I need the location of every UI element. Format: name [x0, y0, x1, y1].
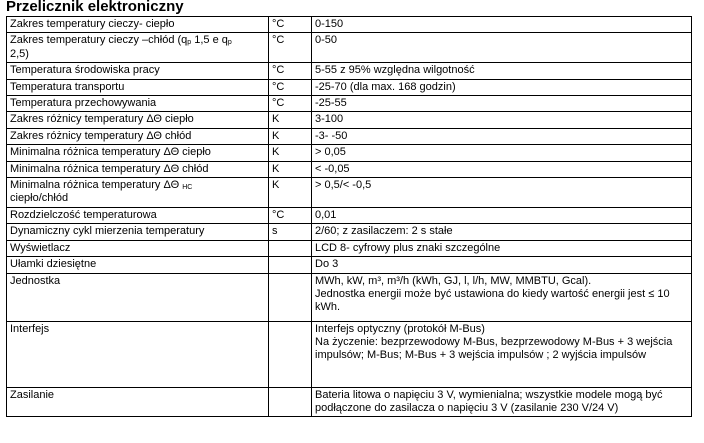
- value-cell: [312, 321, 692, 387]
- value-cell: > 0,5/< -0,5: [312, 178, 692, 208]
- table-row: [7, 273, 692, 321]
- table-row: [7, 207, 692, 223]
- param-cell: Minimalna różnica temperatury ΔΘ ciepło: [7, 145, 269, 161]
- param-text: 2,5): [10, 47, 29, 60]
- value-cell: 5-55 z 95% względna wilgotność: [312, 63, 692, 79]
- unit-cell: K: [269, 178, 312, 208]
- unit-cell: [269, 240, 312, 256]
- param-cell: Rozdzielczość temperaturowa: [7, 207, 269, 223]
- table-row: [7, 145, 692, 161]
- table-row: [7, 33, 692, 63]
- value-cell: 0-50: [312, 33, 692, 63]
- value-line: Bateria litowa o napięciu 3 V, wymienialna; wszystkie modele mogą być podłączone do zasilacza o napięciu 3 V (zasilanie 230 V/24 V): [315, 388, 663, 414]
- param-cell: Minimalna różnica temperatury ΔΘ chłód: [7, 161, 269, 177]
- unit-cell: s: [269, 224, 312, 240]
- unit-cell: K: [269, 112, 312, 128]
- value-cell: -25-70 (dla max. 168 godzin): [312, 79, 692, 95]
- subscript: HC: [182, 184, 193, 192]
- unit-cell: °C: [269, 207, 312, 223]
- unit-cell: K: [269, 128, 312, 144]
- unit-cell: K: [269, 145, 312, 161]
- table-row: [7, 178, 692, 208]
- param-cell: Zakres różnicy temperatury ΔΘ chłód: [7, 128, 269, 144]
- table-row: [7, 240, 692, 256]
- subscript: p: [227, 39, 232, 47]
- table-row: [7, 96, 692, 112]
- param-cell: Wyświetlacz: [7, 240, 269, 256]
- unit-cell: [269, 273, 312, 321]
- table-row: [7, 128, 692, 144]
- unit-cell: °C: [269, 17, 312, 33]
- param-text: ciepło/chłód: [10, 192, 69, 205]
- value-cell: > 0,05: [312, 145, 692, 161]
- value-cell: [312, 387, 692, 417]
- spec-table: [6, 16, 692, 417]
- value-cell: -25-55: [312, 96, 692, 112]
- table-row: [7, 257, 692, 273]
- unit-cell: [269, 387, 312, 417]
- table-row: [7, 17, 692, 33]
- table-row: [7, 112, 692, 128]
- value-cell: [312, 273, 692, 321]
- subscript: p: [187, 39, 192, 47]
- param-cell: Zasilanie: [7, 387, 269, 417]
- value-cell: Do 3: [312, 257, 692, 273]
- value-cell: LCD 8- cyfrowy plus znaki szczególne: [312, 240, 692, 256]
- param-cell: Dynamiczny cykl mierzenia temperatury: [7, 224, 269, 240]
- param-cell: Zakres różnicy temperatury ΔΘ ciepło: [7, 112, 269, 128]
- unit-cell: °C: [269, 33, 312, 63]
- table-row: [7, 63, 692, 79]
- value-cell: 3-100: [312, 112, 692, 128]
- param-text: Zakres temperatury cieczy –chłód (q: [10, 34, 188, 47]
- table-row: [7, 387, 692, 417]
- table-row: [7, 79, 692, 95]
- unit-cell: [269, 321, 312, 387]
- param-text: Minimalna różnica temperatury ΔΘ: [10, 179, 183, 192]
- param-cell: Zakres temperatury cieczy- ciepło: [7, 17, 269, 33]
- param-cell: Ułamki dziesiętne: [7, 257, 269, 273]
- unit-cell: °C: [269, 63, 312, 79]
- value-line: Jednostka energii może być ustawiona do kiedy wartość energii jest ≤ 10 kWh.: [315, 287, 670, 314]
- value-cell: 0,01: [312, 207, 692, 223]
- param-cell: [7, 178, 269, 208]
- table-row: [7, 321, 692, 387]
- param-cell: Temperatura środowiska pracy: [7, 63, 269, 79]
- value-cell: 0-150: [312, 17, 692, 33]
- table-row: [7, 161, 692, 177]
- unit-cell: °C: [269, 96, 312, 112]
- param-cell: Temperatura transportu: [7, 79, 269, 95]
- value-cell: < -0,05: [312, 161, 692, 177]
- value-cell: 2/60; z zasilaczem: 2 s stałe: [312, 224, 692, 240]
- unit-cell: K: [269, 161, 312, 177]
- param-cell: Interfejs: [7, 321, 269, 387]
- unit-cell: °C: [269, 79, 312, 95]
- param-text: 1,5 e q: [191, 34, 228, 47]
- value-line: MWh, kW, m³, m³/h (kWh, GJ, l, l/h, MW, MMBTU, Gcal).: [315, 274, 592, 287]
- param-cell: [7, 33, 269, 63]
- value-line: Na życzenie: bezprzewodowy M-Bus, bezprzewodowy M-Bus + 3 wejścia impulsów; M-Bus; M-Bus + 3 wejścia impulsów ; 2 wyjścia impulsów: [315, 335, 673, 362]
- param-cell: Temperatura przechowywania: [7, 96, 269, 112]
- param-cell: Jednostka: [7, 273, 269, 321]
- value-line: Interfejs optyczny (protokół M-Bus): [315, 322, 485, 335]
- unit-cell: [269, 257, 312, 273]
- value-cell: -3- -50: [312, 128, 692, 144]
- document-title: Przelicznik elektroniczny: [6, 0, 184, 15]
- table-row: [7, 224, 692, 240]
